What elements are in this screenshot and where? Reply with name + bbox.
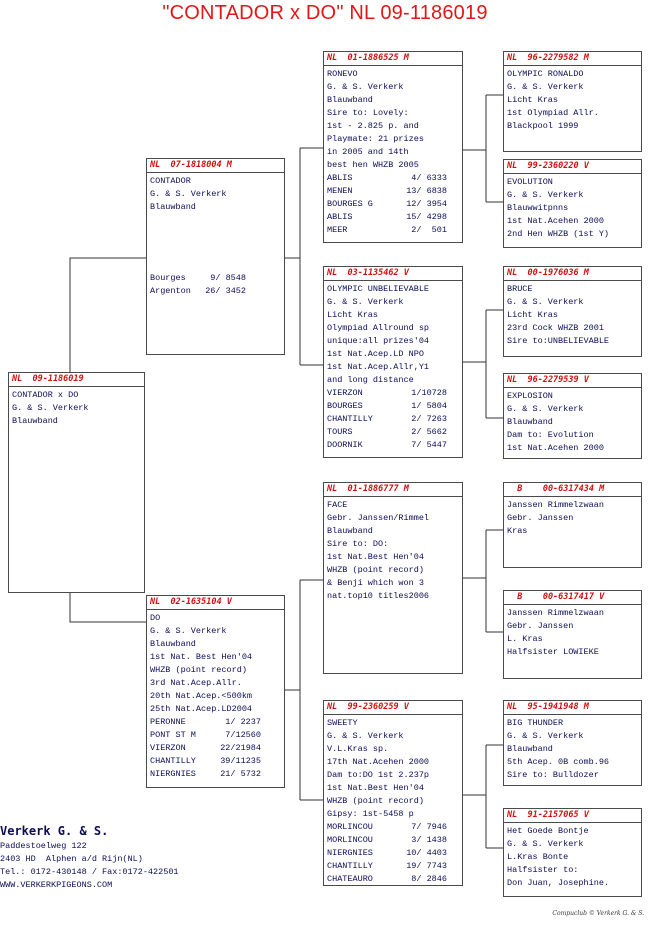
achievement-line: Olympiad Allround sp: [327, 323, 430, 333]
achievement-line: Halfsister LOWIEKE: [507, 647, 599, 657]
achievement-line: Playmate: 21 prizes: [327, 134, 424, 144]
achievement-line: 1st Nat.Acehen 2000: [507, 216, 604, 226]
sire-sire-card: [323, 51, 463, 243]
race-result: ABLIS 15/ 4298: [327, 212, 447, 222]
race-result: CHANTILLY 39/11235: [150, 756, 261, 766]
race-result: CHANTILLY 19/ 7743: [327, 861, 447, 871]
dam-card: [146, 595, 285, 788]
ring-number: NL 99-2360220 V: [504, 160, 641, 174]
achievement-line: 1st Nat.Best Hen'04: [327, 783, 424, 793]
achievement-line: 23rd Cock WHZB 2001: [507, 323, 604, 333]
pigeon-name: BRUCE: [507, 284, 533, 294]
achievement-line: 1st Nat.Acep.LD NPO: [327, 349, 424, 359]
sire-dam-card: [323, 266, 463, 458]
achievement-line: Sire to: Lovely:: [327, 108, 409, 118]
ring-number: NL 01-1886525 M: [324, 52, 462, 66]
great-grandparent-card: [503, 159, 642, 248]
pigeon-name: CONTADOR: [150, 176, 191, 186]
great-grandparent-card: [503, 808, 642, 897]
achievement-line: 17th Nat.Acehen 2000: [327, 757, 430, 767]
ring-number: NL 96-2279582 M: [504, 52, 641, 66]
race-result: VIERZON 1/10728: [327, 388, 447, 398]
race-result: NIERGNIES 10/ 4403: [327, 848, 447, 858]
color-line: Blauwband: [327, 526, 373, 536]
race-result: MEER 2/ 501: [327, 225, 447, 235]
race-result: CHANTILLY 2/ 7263: [327, 414, 447, 424]
color-line: Blauwband: [150, 639, 196, 649]
achievement-line: 1st - 2.825 p. and: [327, 121, 419, 131]
great-grandparent-card: [503, 51, 642, 152]
achievement-line: & Benji which won 3: [327, 578, 424, 588]
ring-number: B 00-6317417 V: [504, 591, 641, 605]
pigeon-name: EXPLOSION: [507, 391, 553, 401]
achievement-line: 25th Nat.Acep.LD2004: [150, 704, 253, 714]
pigeon-name: Het Goede Bontje: [507, 826, 589, 836]
race-result: NIERGNIES 21/ 5732: [150, 769, 261, 779]
achievement-line: Halfsister to:: [507, 865, 579, 875]
breeder-line: G. & S. Verkerk: [12, 403, 89, 413]
achievement-line: WHZB (point record): [327, 565, 424, 575]
color-line: Licht Kras: [327, 310, 379, 320]
color-line: Blauwband: [150, 202, 196, 212]
breeder-line: G. & S. Verkerk: [507, 190, 584, 200]
ring-number: NL 09-1186019: [9, 373, 144, 387]
color-line: Kras: [507, 526, 528, 536]
breeder-line: G. & S. Verkerk: [150, 189, 227, 199]
breeder-contact: [0, 822, 179, 892]
breeder-name: Verkerk G. & S.: [0, 824, 109, 838]
achievement-line: 1st Nat.Acep.Allr,Y1: [327, 362, 430, 372]
achievement-line: unique:all prizes'04: [327, 336, 430, 346]
breeder-city: 2403 HD Alphen a/d Rijn(NL): [0, 854, 143, 864]
race-result: PERONNE 1/ 2237: [150, 717, 261, 727]
pigeon-name: FACE: [327, 500, 348, 510]
race-result: MORLINCOU 3/ 1438: [327, 835, 447, 845]
breeder-line: G. & S. Verkerk: [507, 404, 584, 414]
pigeon-name: DO: [150, 613, 161, 623]
race-result: VIERZON 22/21984: [150, 743, 261, 753]
pigeon-name: Janssen Rimmelzwaan: [507, 608, 604, 618]
race-result: PONT ST M 7/12560: [150, 730, 261, 740]
breeder-line: G. & S. Verkerk: [327, 82, 404, 92]
pigeon-name: SWEETY: [327, 718, 358, 728]
sire-card: [146, 158, 285, 355]
color-line: Blauwband: [507, 744, 553, 754]
race-result: ABLIS 4/ 6333: [327, 173, 447, 183]
breeder-address: Paddestoelweg 122: [0, 841, 87, 851]
race-result: Bourges 9/ 8548: [150, 273, 246, 283]
achievement-line: 5th Acep. 0B comb.96: [507, 757, 610, 767]
race-result: BOURGES G 12/ 3954: [327, 199, 447, 209]
pigeon-name: RONEVO: [327, 69, 358, 79]
color-line: L. Kras: [507, 634, 543, 644]
pigeon-name: BIG THUNDER: [507, 718, 564, 728]
achievement-line: 1st Olympiad Allr.: [507, 108, 599, 118]
race-result: DOORNIK 7/ 5447: [327, 440, 447, 450]
great-grandparent-card: [503, 482, 642, 568]
color-line: Blauwband: [507, 417, 553, 427]
color-line: L.Kras Bonte: [507, 852, 569, 862]
pedigree-title: "CONTADOR x DO" NL 09-1186019: [162, 2, 488, 24]
ring-number: NL 95-1941948 M: [504, 701, 641, 715]
achievement-line: 1st Nat.Best Hen'04: [327, 552, 424, 562]
pigeon-name: Janssen Rimmelzwaan: [507, 500, 604, 510]
achievement-line: and long distance: [327, 375, 414, 385]
color-line: Licht Kras: [507, 310, 559, 320]
ring-number: NL 02-1635104 V: [147, 596, 284, 610]
ring-number: NL 01-1886777 M: [324, 483, 462, 497]
breeder-line: Gebr. Janssen: [507, 621, 574, 631]
race-result: BOURGES 1/ 5804: [327, 401, 447, 411]
color-line: Blauwwitpnns: [507, 203, 569, 213]
ring-number: NL 96-2279539 V: [504, 374, 641, 388]
breeder-phone: Tel.: 0172-430148 / Fax:0172-422501: [0, 867, 179, 877]
color-line: V.L.Kras sp.: [327, 744, 389, 754]
achievement-line: 20th Nat.Acep.<500km: [150, 691, 253, 701]
ring-number: NL 03-1135462 V: [324, 267, 462, 281]
breeder-line: G. & S. Verkerk: [327, 297, 404, 307]
ring-number: B 00-6317434 M: [504, 483, 641, 497]
race-result: Argenton 26/ 3452: [150, 286, 246, 296]
pigeon-name: OLYMPIC UNBELIEVABLE: [327, 284, 430, 294]
ring-number: NL 07-1818004 M: [147, 159, 284, 173]
breeder-line: G. & S. Verkerk: [507, 297, 584, 307]
color-line: Blauwband: [12, 416, 58, 426]
race-result: MENEN 13/ 6838: [327, 186, 447, 196]
race-result: TOURS 2/ 5662: [327, 427, 447, 437]
achievement-line: Sire to: DO:: [327, 539, 389, 549]
achievement-line: Dam to:DO 1st 2.237p: [327, 770, 430, 780]
subject-pigeon-card: [8, 372, 145, 593]
achievement-line: Gipsy: 1st-5458 p: [327, 809, 414, 819]
achievement-line: nat.top10 titles2006: [327, 591, 430, 601]
race-result: MORLINCOU 7/ 7946: [327, 822, 447, 832]
great-grandparent-card: [503, 700, 642, 786]
color-line: Licht Kras: [507, 95, 559, 105]
ring-number: NL 99-2360259 V: [324, 701, 462, 715]
achievement-line: Don Juan, Josephine.: [507, 878, 610, 888]
achievement-line: Sire to:UNBELIEVABLE: [507, 336, 610, 346]
pigeon-name: CONTADOR x DO: [12, 390, 79, 400]
achievement-line: WHZB (point record): [327, 796, 424, 806]
software-credit: Compuclub © Verkerk G. & S.: [552, 910, 644, 917]
race-result: CHATEAURO 8/ 2846: [327, 874, 447, 884]
pigeon-name: OLYMPIC RONALDO: [507, 69, 584, 79]
breeder-line: Gebr. Janssen: [507, 513, 574, 523]
achievement-line: Sire to: Bulldozer: [507, 770, 599, 780]
breeder-line: G. & S. Verkerk: [327, 731, 404, 741]
achievement-line: 1st Nat. Best Hen'04: [150, 652, 253, 662]
color-line: Blauwband: [327, 95, 373, 105]
dam-sire-card: [323, 482, 463, 674]
great-grandparent-card: [503, 266, 642, 357]
achievement-line: 1st Nat.Acehen 2000: [507, 443, 604, 453]
great-grandparent-card: [503, 373, 642, 459]
achievement-line: Blackpool 1999: [507, 121, 579, 131]
achievement-line: Dam to: Evolution: [507, 430, 594, 440]
breeder-website[interactable]: WWW.VERKERKPIGEONS.COM: [0, 880, 113, 890]
great-grandparent-card: [503, 590, 642, 679]
achievement-line: 3rd Nat.Acep.Allr.: [150, 678, 242, 688]
breeder-line: G. & S. Verkerk: [150, 626, 227, 636]
achievement-line: in 2005 and 14th: [327, 147, 409, 157]
ring-number: NL 00-1976036 M: [504, 267, 641, 281]
achievement-line: best hen WHZB 2005: [327, 160, 419, 170]
breeder-line: G. & S. Verkerk: [507, 731, 584, 741]
breeder-line: G. & S. Verkerk: [507, 839, 584, 849]
breeder-line: Gebr. Janssen/Rimmel: [327, 513, 430, 523]
breeder-line: G. & S. Verkerk: [507, 82, 584, 92]
dam-dam-card: [323, 700, 463, 886]
achievement-line: WHZB (point record): [150, 665, 247, 675]
pigeon-name: EVOLUTION: [507, 177, 553, 187]
achievement-line: 2nd Hen WHZB (1st Y): [507, 229, 610, 239]
ring-number: NL 91-2157065 V: [504, 809, 641, 823]
